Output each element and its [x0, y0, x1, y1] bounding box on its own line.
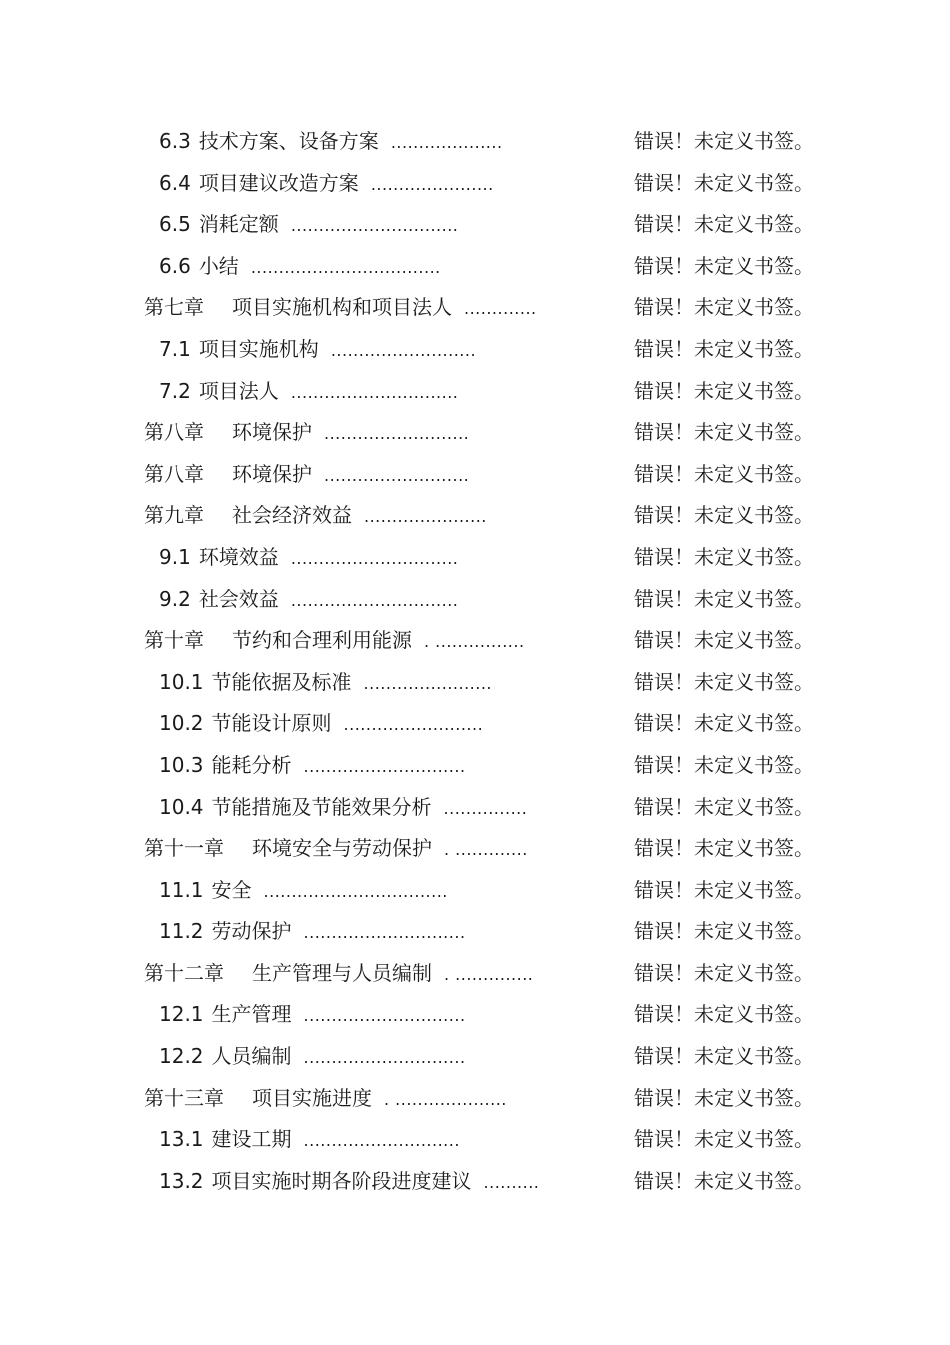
toc-title: 小结 — [198, 253, 239, 278]
toc-number: 第九章 — [144, 503, 204, 528]
toc-leader-dots: ............................. — [303, 756, 466, 776]
toc-title: 人员编制 — [211, 1044, 292, 1069]
toc-page-ref: 错误！未定义书签。 — [634, 752, 814, 777]
toc-section-row[interactable] — [0, 579, 950, 621]
toc-number: 6.6 — [159, 253, 191, 278]
toc-page-ref: 错误！未定义书签。 — [634, 960, 814, 985]
toc-entry — [159, 703, 483, 746]
toc-leader-dots: ................................. — [263, 881, 448, 901]
toc-leader-dots: .......................... — [324, 465, 470, 485]
toc-leader-dots: ...................... — [370, 174, 494, 194]
toc-number: 6.4 — [159, 170, 191, 195]
toc-chapter-row[interactable] — [0, 412, 950, 454]
toc-number: 12.1 — [159, 1002, 204, 1027]
toc-title: 环境保护 — [232, 461, 312, 486]
toc-leader-dots: .............................. — [290, 382, 459, 402]
toc-section-row[interactable] — [0, 121, 950, 163]
toc-title: 节能依据及标准 — [211, 669, 352, 694]
toc-entry — [159, 579, 458, 622]
toc-section-row[interactable] — [0, 246, 950, 288]
toc-entry — [159, 163, 494, 206]
toc-page-ref: 错误！未定义书签。 — [634, 1127, 814, 1152]
toc-title: 项目实施机构 — [198, 336, 319, 361]
toc-section-row[interactable] — [0, 371, 950, 413]
toc-section-row[interactable] — [0, 662, 950, 704]
toc-entry — [159, 870, 448, 913]
toc-chapter-row[interactable] — [0, 620, 950, 662]
toc-section-row[interactable] — [0, 1161, 950, 1203]
toc-leader-dots: .......................... — [330, 340, 477, 360]
toc-number: 10.4 — [159, 794, 204, 819]
toc-number: 6.3 — [159, 129, 191, 153]
toc-leader-dots: . ............. — [444, 840, 528, 860]
toc-leader-dots: ............................. — [303, 923, 466, 943]
toc-entry — [144, 828, 528, 871]
toc-leader-dots: ............. — [464, 299, 537, 319]
toc-title: 社会效益 — [198, 586, 279, 611]
toc-leader-dots: ............................ — [303, 1131, 460, 1151]
toc-entry — [159, 994, 466, 1037]
toc-entry — [144, 412, 469, 455]
toc-page-ref: 错误！未定义书签。 — [634, 836, 814, 861]
toc-number: 6.5 — [159, 212, 191, 237]
toc-title: 建设工期 — [211, 1127, 292, 1152]
toc-leader-dots: . .............. — [444, 964, 534, 984]
toc-leader-dots: ............................. — [303, 1006, 466, 1026]
toc-leader-dots: .................... — [390, 133, 503, 152]
toc-number: 11.1 — [159, 877, 204, 902]
toc-title: 劳动保护 — [211, 919, 292, 944]
toc-number: 第十一章 — [144, 836, 224, 861]
toc-section-row[interactable] — [0, 163, 950, 205]
toc-entry — [159, 246, 441, 289]
toc-number: 11.2 — [159, 919, 204, 944]
toc-page-ref: 错误！未定义书签。 — [634, 129, 814, 153]
toc-section-row[interactable] — [0, 870, 950, 912]
toc-number: 7.1 — [159, 336, 191, 361]
toc-number: 第八章 — [144, 461, 204, 486]
toc-leader-dots: ...................... — [364, 507, 487, 527]
toc-number: 第十二章 — [144, 960, 224, 985]
toc-title: 生产管理与人员编制 — [252, 960, 432, 985]
toc-number: 第十三章 — [144, 1085, 224, 1110]
toc-entry — [159, 537, 458, 580]
toc-entry — [144, 953, 533, 996]
toc-leader-dots: .............................. — [290, 216, 459, 236]
toc-title: 项目建议改造方案 — [198, 170, 359, 195]
toc-entry — [159, 662, 492, 705]
toc-page-ref: 错误！未定义书签。 — [634, 1085, 814, 1110]
toc-number: 10.3 — [159, 752, 204, 777]
toc-title: 技术方案、设备方案 — [198, 129, 379, 153]
toc-title: 环境安全与劳动保护 — [252, 836, 432, 861]
toc-leader-dots: .......... — [483, 1172, 540, 1192]
toc-title: 节约和合理利用能源 — [232, 628, 412, 653]
toc-title: 消耗定额 — [198, 212, 279, 237]
toc-number: 10.2 — [159, 711, 204, 736]
toc-number: 第八章 — [144, 420, 204, 445]
toc-entry — [159, 1119, 460, 1162]
toc-page-ref: 错误！未定义书签。 — [634, 1044, 814, 1069]
toc-chapter-row[interactable] — [0, 828, 950, 870]
toc-section-row[interactable] — [0, 329, 950, 371]
toc-chapter-row[interactable] — [0, 1078, 950, 1120]
toc-title: 安全 — [211, 877, 252, 902]
toc-chapter-row[interactable] — [0, 953, 950, 995]
toc-entry — [159, 121, 503, 164]
toc-chapter-row[interactable] — [0, 454, 950, 496]
toc-leader-dots: . ................ — [424, 632, 525, 652]
toc-leader-dots: ............................. — [303, 1048, 466, 1068]
toc-title: 环境保护 — [232, 420, 312, 445]
toc-number: 13.2 — [159, 1168, 204, 1193]
toc-section-row[interactable] — [0, 1119, 950, 1161]
toc-title: 环境效益 — [198, 544, 279, 569]
toc-section-row[interactable] — [0, 745, 950, 787]
toc-chapter-row[interactable] — [0, 287, 950, 329]
toc-entry — [144, 454, 469, 497]
toc-number: 第七章 — [144, 295, 204, 320]
toc-page-ref: 错误！未定义书签。 — [634, 919, 814, 944]
toc-number: 第十章 — [144, 628, 204, 653]
toc-leader-dots: .............................. — [290, 590, 459, 610]
toc-page-ref: 错误！未定义书签。 — [634, 628, 814, 653]
toc-page-ref: 错误！未定义书签。 — [634, 586, 814, 611]
toc-entry — [159, 371, 458, 414]
toc-entry — [159, 787, 527, 830]
toc-number: 7.2 — [159, 378, 191, 403]
toc-page-ref: 错误！未定义书签。 — [634, 212, 814, 237]
toc-section-row[interactable] — [0, 1036, 950, 1078]
toc-leader-dots: ....................... — [363, 673, 493, 693]
toc-page-ref: 错误！未定义书签。 — [634, 420, 814, 445]
toc-section-row[interactable] — [0, 204, 950, 246]
toc-number: 10.1 — [159, 669, 204, 694]
toc-title: 节能措施及节能效果分析 — [211, 794, 432, 819]
toc-leader-dots: ............... — [443, 798, 528, 818]
toc-leader-dots: ......................... — [343, 715, 484, 735]
toc-page-ref: 错误！未定义书签。 — [634, 544, 814, 569]
toc-entry — [144, 620, 525, 663]
toc-chapter-row[interactable] — [0, 495, 950, 537]
toc-leader-dots: .......................... — [324, 424, 470, 444]
toc-page-ref: 错误！未定义书签。 — [634, 503, 814, 528]
toc-leader-dots: .................................. — [250, 257, 441, 277]
toc-entry — [144, 1078, 507, 1121]
toc-page-ref: 错误！未定义书签。 — [634, 253, 814, 278]
toc-title: 项目法人 — [198, 378, 279, 403]
toc-section-row[interactable] — [0, 703, 950, 745]
toc-entry — [159, 911, 466, 954]
toc-page-ref: 错误！未定义书签。 — [634, 1002, 814, 1027]
toc-section-row[interactable] — [0, 911, 950, 953]
toc-section-row[interactable] — [0, 994, 950, 1036]
toc-title: 生产管理 — [211, 1002, 292, 1027]
toc-title: 社会经济效益 — [232, 503, 352, 528]
toc-page-ref: 错误！未定义书签。 — [634, 295, 814, 320]
toc-page-ref: 错误！未定义书签。 — [634, 378, 814, 403]
toc-title: 项目实施时期各阶段进度建议 — [211, 1168, 472, 1193]
toc-page-ref: 错误！未定义书签。 — [634, 794, 814, 819]
toc-entry — [144, 495, 487, 538]
toc-page-ref: 错误！未定义书签。 — [634, 711, 814, 736]
toc-page-ref: 错误！未定义书签。 — [634, 877, 814, 902]
toc-title: 项目实施机构和项目法人 — [232, 295, 452, 320]
toc-title: 能耗分析 — [211, 752, 292, 777]
toc-page-ref: 错误！未定义书签。 — [634, 1168, 814, 1193]
toc-entry — [159, 1036, 466, 1079]
toc-entry — [159, 745, 466, 788]
toc-leader-dots: . .................... — [384, 1089, 507, 1109]
toc-entry — [144, 287, 537, 330]
toc-page-ref: 错误！未定义书签。 — [634, 669, 814, 694]
toc-number: 9.1 — [159, 544, 191, 569]
toc-section-row[interactable] — [0, 537, 950, 579]
toc-page-ref: 错误！未定义书签。 — [634, 336, 814, 361]
toc-number: 9.2 — [159, 586, 191, 611]
toc-title: 节能设计原则 — [211, 711, 332, 736]
toc-section-row[interactable] — [0, 787, 950, 829]
toc-page-ref: 错误！未定义书签。 — [634, 170, 814, 195]
toc-page-ref: 错误！未定义书签。 — [634, 461, 814, 486]
toc-entry — [159, 329, 476, 372]
toc-leader-dots: .............................. — [290, 548, 459, 568]
toc-number: 13.1 — [159, 1127, 204, 1152]
toc-number: 12.2 — [159, 1044, 204, 1069]
toc-title: 项目实施进度 — [252, 1085, 372, 1110]
toc-entry — [159, 1161, 539, 1204]
table-of-contents — [0, 121, 950, 1202]
toc-entry — [159, 204, 458, 247]
